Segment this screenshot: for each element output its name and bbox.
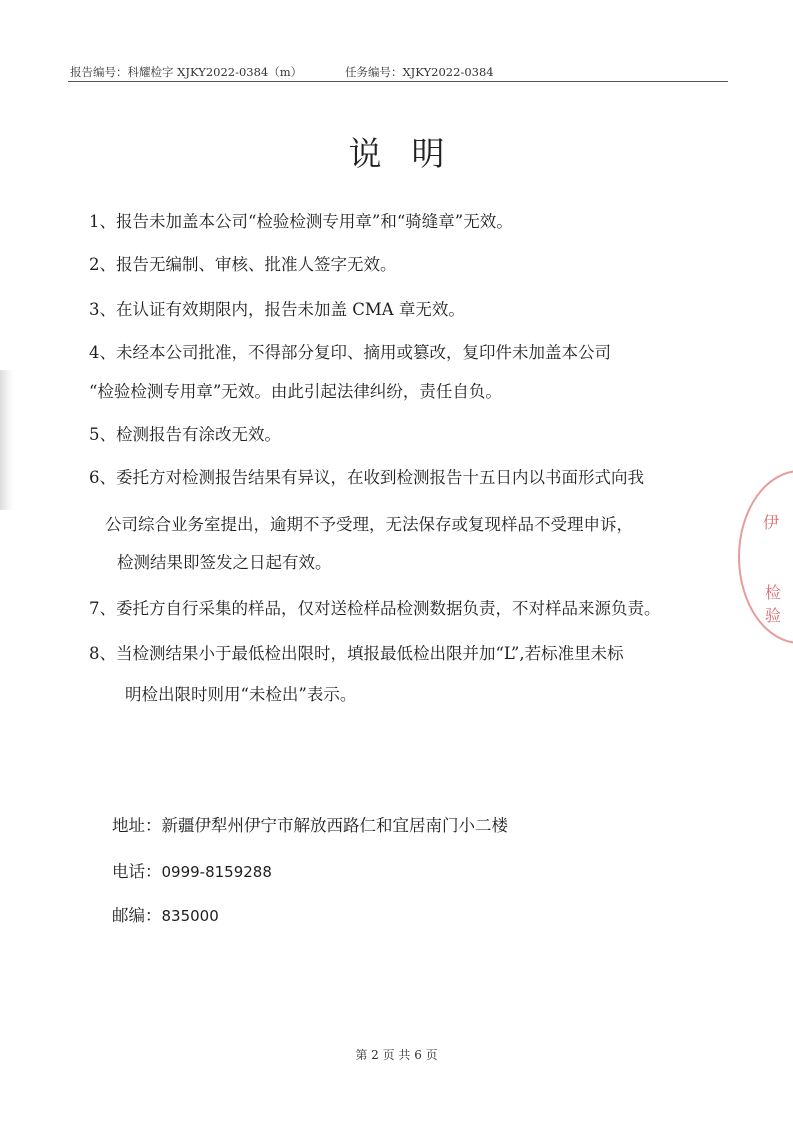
note-item-2: 2、报告无编制、审核、批准人签字无效。 bbox=[89, 255, 397, 274]
note-item-6: 6、委托方对检测报告结果有异议，在收到检测报告十五日内以书面形式向我 bbox=[89, 468, 644, 487]
phone-value: 0999-8159288 bbox=[161, 863, 272, 881]
note-item-1: 1、报告未加盖本公司“检验检测专用章”和“骑缝章”无效。 bbox=[89, 212, 513, 231]
postcode-label: 邮编： bbox=[112, 906, 162, 925]
note-item-3: 3、在认证有效期限内，报告未加盖 CMA 章无效。 bbox=[89, 300, 465, 319]
seal-fragment-1: 伊 bbox=[763, 513, 780, 532]
phone-line bbox=[112, 858, 272, 882]
binding-edge bbox=[0, 370, 14, 510]
note-item-5: 5、检测报告有涂改无效。 bbox=[89, 425, 281, 444]
note-item-4: 4、未经本公司批准，不得部分复印、摘用或篡改，复印件未加盖本公司 bbox=[89, 343, 611, 362]
header-rule bbox=[68, 81, 728, 82]
address-label: 地址： bbox=[112, 816, 162, 835]
seal-fragment-2: 检验 bbox=[765, 583, 782, 625]
postcode-value: 835000 bbox=[161, 907, 219, 925]
task-number: 任务编号：XJKY2022-0384 bbox=[345, 65, 494, 79]
note-item-7: 7、委托方自行采集的样品，仅对送检样品检测数据负责，不对样品来源负责。 bbox=[89, 599, 661, 618]
page-title: 说明 bbox=[348, 134, 475, 173]
phone-label: 电话： bbox=[112, 862, 162, 881]
note-item-6-cont-1: 公司综合业务室提出，逾期不予受理，无法保存或复现样品不受理申诉， bbox=[105, 515, 633, 534]
note-item-6-cont-2: 检测结果即签发之日起有效。 bbox=[117, 553, 332, 572]
page-number: 第 2 页 共 6 页 bbox=[355, 1048, 438, 1062]
postcode-line bbox=[112, 902, 219, 926]
note-item-4-cont: “检验检测专用章”无效。由此引起法律纠纷，责任自负。 bbox=[89, 382, 502, 401]
address-value: 新疆伊犁州伊宁市解放西路仁和宜居南门小二楼 bbox=[161, 816, 508, 835]
note-item-8: 8、当检测结果小于最低检出限时，填报最低检出限并加“L”,若标准里未标 bbox=[89, 644, 624, 663]
address-line bbox=[112, 812, 508, 836]
report-number: 报告编号：科耀检字 XJKY2022-0384（m） bbox=[70, 65, 303, 79]
note-item-8-cont: 明检出限时则用“未检出”表示。 bbox=[125, 685, 357, 704]
